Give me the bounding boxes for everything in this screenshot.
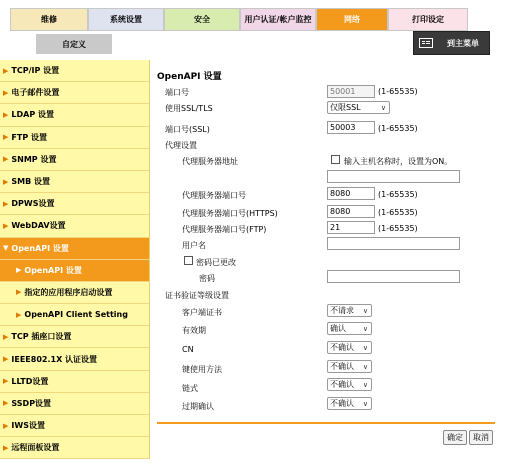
expiry-check-label: 过期确认 [182, 402, 214, 411]
expiry-check-select-value: 不确认 [330, 399, 354, 408]
sidebar-item-remote-panel[interactable] [0, 437, 150, 459]
ssl-select[interactable] [327, 101, 390, 114]
sidebar-item-label: IWS设置 [11, 421, 45, 431]
tab-user-auth[interactable]: 用户认证/帐户监控 [240, 8, 316, 30]
cn-select[interactable] [327, 341, 372, 354]
sidebar-item-label: SNMP 设置 [11, 154, 57, 164]
proxy-port-input[interactable]: 8080 [327, 187, 375, 200]
ok-button[interactable]: 确定 [443, 430, 467, 445]
proxy-https-label: 代理服务器端口号(HTTPS) [182, 209, 278, 218]
chevron-down-icon: ∨ [362, 324, 368, 333]
chevron-down-icon: ∨ [362, 343, 368, 352]
validity-label: 有效期 [182, 326, 206, 335]
sidebar-item-label: 电子邮件设置 [11, 88, 60, 98]
sidebar-item-tcp-socket[interactable] [0, 326, 150, 348]
chevron-down-icon: ∨ [380, 103, 386, 112]
chevron-right-icon: ▶ [16, 266, 22, 275]
proxy-ftp-range: (1-65535) [378, 224, 418, 233]
tab-system-settings[interactable]: 系统设置 [88, 8, 164, 30]
chevron-right-icon: ▶ [3, 88, 9, 97]
chevron-down-icon: ∨ [362, 306, 368, 315]
password-changed-checkbox[interactable] [184, 256, 193, 265]
password-input[interactable] [327, 270, 460, 283]
form-divider [157, 422, 495, 424]
password-changed-label: 密码已更改 [196, 258, 236, 267]
to-main-menu-button[interactable] [413, 31, 490, 55]
cn-label: CN [182, 345, 194, 354]
sidebar-item-ldap[interactable] [0, 104, 150, 126]
cert-verification-label: 证书验证等级设置 [165, 291, 229, 300]
sidebar-item-email[interactable] [0, 82, 150, 104]
port-ssl-label: 端口号(SSL) [165, 125, 210, 134]
sidebar-item-label: OpenAPI 设置 [11, 243, 69, 253]
sidebar-item-label: OpenAPI 设置 [24, 265, 82, 275]
chain-label: 链式 [182, 384, 198, 393]
chevron-right-icon: ▶ [3, 421, 9, 430]
chevron-right-icon: ▶ [3, 221, 9, 230]
proxy-hostname-checkbox-label: 输入主机名称时，设置为ON。 [344, 157, 453, 166]
sidebar-item-label: LDAP 设置 [11, 110, 54, 120]
proxy-address-input[interactable] [327, 170, 460, 183]
tab-security[interactable]: 安全 [164, 8, 240, 30]
expiry-check-select[interactable] [327, 397, 372, 410]
sidebar-item-label: WebDAV设置 [11, 221, 66, 231]
sidebar-item-label: FTP 设置 [11, 132, 47, 142]
client-cert-select[interactable] [327, 304, 372, 317]
chevron-right-icon: ▶ [3, 177, 9, 186]
sidebar-item-ieee8021x[interactable] [0, 348, 150, 370]
sidebar-item-label: LLTD设置 [11, 376, 49, 386]
proxy-port-range: (1-65535) [378, 190, 418, 199]
proxy-address-label: 代理服务器地址 [182, 157, 238, 166]
key-usage-select[interactable] [327, 360, 372, 373]
proxy-https-input[interactable]: 8080 [327, 205, 375, 218]
sidebar-subitem-app-launch[interactable] [0, 282, 150, 304]
key-usage-select-value: 不确认 [330, 362, 354, 371]
proxy-port-label: 代理服务器端口号 [182, 191, 246, 200]
sidebar-item-label: 指定的应用程序启动设置 [24, 287, 113, 297]
page-title: OpenAPI 设置 [157, 72, 222, 82]
sidebar-item-ssdp[interactable] [0, 393, 150, 415]
sidebar-item-snmp[interactable] [0, 149, 150, 171]
tab-custom[interactable]: 自定义 [36, 34, 112, 54]
proxy-hostname-checkbox[interactable] [331, 155, 340, 164]
port-ssl-range: (1-65535) [378, 124, 418, 133]
chevron-right-icon: ▶ [16, 310, 22, 319]
chevron-down-icon: ∨ [362, 380, 368, 389]
chevron-down-icon: ▼ [3, 244, 9, 253]
chevron-right-icon: ▶ [3, 199, 9, 208]
port-range: (1-65535) [378, 87, 418, 96]
tab-bar-divider [10, 30, 468, 31]
sidebar-item-label: DPWS设置 [11, 199, 55, 209]
sidebar-item-label: 远程面板设置 [11, 443, 60, 453]
chevron-right-icon: ▶ [3, 355, 9, 364]
sidebar-item-tcpip[interactable] [0, 60, 150, 82]
validity-select[interactable] [327, 322, 372, 335]
chevron-right-icon: ▶ [3, 399, 9, 408]
chain-select[interactable] [327, 378, 372, 391]
sidebar-subitem-openapi-settings[interactable] [0, 260, 150, 282]
chevron-right-icon: ▶ [3, 332, 9, 341]
cancel-button[interactable]: 取消 [469, 430, 493, 445]
proxy-ftp-input[interactable]: 21 [327, 221, 375, 234]
username-label: 用户名 [182, 241, 206, 250]
chevron-right-icon: ▶ [3, 155, 9, 164]
sidebar-item-lltd[interactable] [0, 371, 150, 393]
chevron-right-icon: ▶ [3, 443, 9, 452]
tab-maintenance[interactable]: 维修 [10, 8, 88, 30]
chain-select-value: 不确认 [330, 380, 354, 389]
sidebar-item-dpws[interactable] [0, 193, 150, 215]
sidebar-item-smb[interactable] [0, 171, 150, 193]
sidebar-item-label: TCP/IP 设置 [11, 66, 60, 76]
proxy-ftp-label: 代理服务器端口号(FTP) [182, 225, 267, 234]
validity-select-value: 确认 [330, 324, 346, 333]
ssl-select-value: 仅限SSL [330, 103, 361, 112]
sidebar-item-label: OpenAPI Client Setting [24, 310, 128, 320]
menu-icon [419, 38, 433, 48]
port-ssl-input[interactable]: 50003 [327, 121, 375, 134]
username-input[interactable] [327, 237, 460, 250]
chevron-right-icon: ▶ [3, 66, 9, 75]
sidebar-item-label: SSDP设置 [11, 398, 52, 408]
chevron-right-icon: ▶ [3, 133, 9, 142]
chevron-down-icon: ∨ [362, 399, 368, 408]
sidebar-subitem-openapi-client[interactable] [0, 304, 150, 326]
sidebar-item-iws[interactable] [0, 415, 150, 437]
sidebar-item-label: IEEE802.1X 认证设置 [11, 354, 98, 364]
port-input[interactable]: 50001 [327, 85, 375, 98]
key-usage-label: 键使用方法 [182, 365, 222, 374]
port-label: 端口号 [165, 88, 189, 97]
sidebar-item-label: TCP 插座口设置 [11, 332, 72, 342]
tab-print-settings[interactable]: 打印设定 [388, 8, 468, 30]
sidebar-item-webdav[interactable] [0, 215, 150, 237]
password-label: 密码 [199, 274, 215, 283]
tab-network[interactable]: 网络 [316, 8, 388, 30]
chevron-right-icon: ▶ [16, 288, 22, 297]
cn-select-value: 不确认 [330, 343, 354, 352]
chevron-right-icon: ▶ [3, 110, 9, 119]
sidebar-item-label: SMB 设置 [11, 177, 50, 187]
sidebar-item-openapi[interactable] [0, 238, 150, 260]
to-main-menu-label: 到主菜单 [447, 38, 479, 48]
sidebar-item-ftp[interactable] [0, 127, 150, 149]
proxy-settings-label: 代理设置 [165, 141, 197, 150]
ssl-label: 使用SSL/TLS [165, 104, 213, 113]
sidebar [0, 60, 150, 459]
proxy-https-range: (1-65535) [378, 208, 418, 217]
client-cert-select-value: 不请求 [330, 306, 354, 315]
client-cert-label: 客户端证书 [182, 308, 222, 317]
chevron-right-icon: ▶ [3, 377, 9, 386]
chevron-down-icon: ∨ [362, 362, 368, 371]
